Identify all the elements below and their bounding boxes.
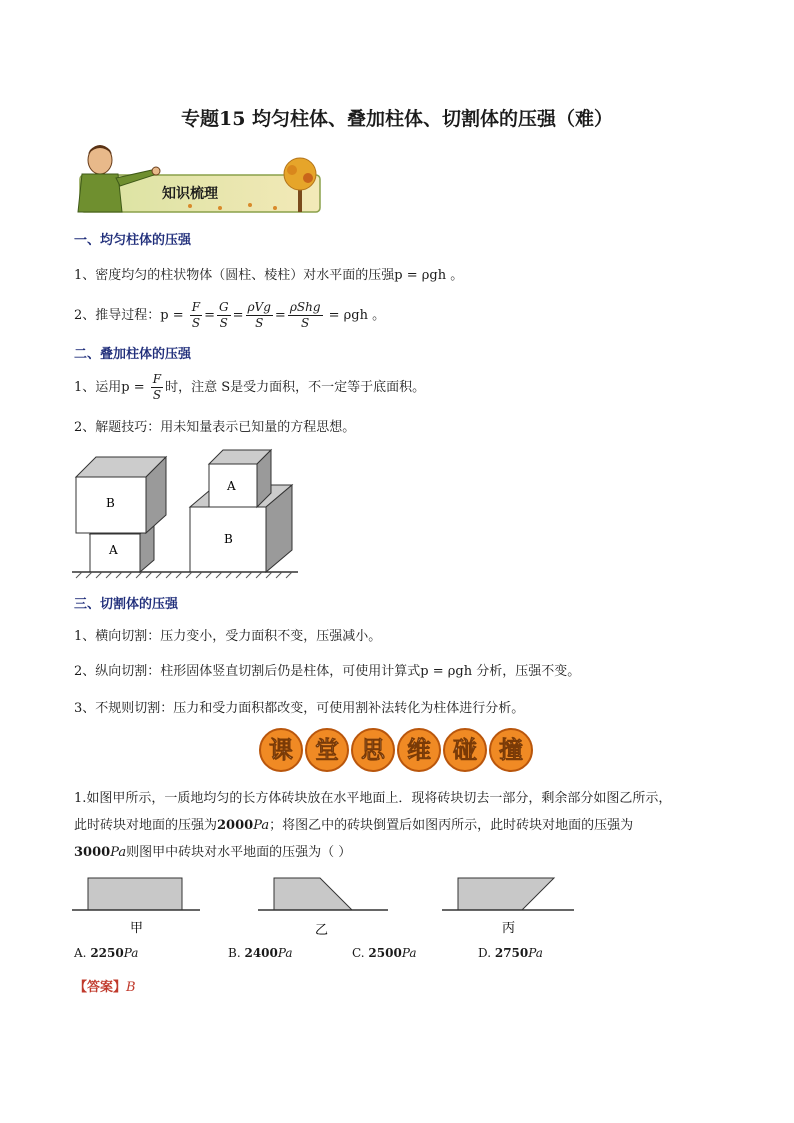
section3-item2: 2、纵向切割：柱形固体竖直切割后仍是柱体，可使用计算式p = ρgh 分析，压强不变。 bbox=[74, 664, 581, 679]
block-label-b: B bbox=[224, 532, 233, 546]
question1-text bbox=[74, 785, 734, 866]
equals-sign: = bbox=[232, 308, 244, 323]
section1-heading: 一、均匀柱体的压强 bbox=[74, 233, 192, 248]
figure-bing bbox=[442, 878, 574, 936]
equals-sign: = bbox=[274, 308, 286, 323]
option-d[interactable]: D. 2750Pa bbox=[478, 946, 543, 960]
banner-char: 课 bbox=[269, 735, 293, 764]
banner-label: 知识梳理 bbox=[162, 186, 218, 202]
formula-prefix: 1、运用p = bbox=[74, 380, 145, 395]
ground-hatch bbox=[76, 572, 292, 578]
fraction-rhovg-s: $\frac{\text{ρVg}}{S}$ bbox=[247, 300, 271, 330]
option-c[interactable]: C. 2500Pa bbox=[352, 946, 417, 960]
question1-line2: 此时砖块对地面的压强为2000Pa；将图乙中的砖块倒置后如图丙所示，此时砖块对地面的压强为 bbox=[74, 818, 634, 833]
section2-item1 bbox=[74, 372, 425, 403]
pressure-value-2000: 2000 bbox=[217, 818, 254, 833]
section2-heading: 二、叠加柱体的压强 bbox=[74, 347, 192, 362]
caption-yi: 乙 bbox=[315, 923, 329, 938]
equals-sign: = bbox=[204, 308, 215, 323]
answer-value: B bbox=[126, 980, 136, 995]
option-b[interactable]: B. 2400Pa bbox=[228, 946, 293, 960]
section3-item3: 3、不规则切割：压力和受力面积都改变，可使用割补法转化为柱体进行分析。 bbox=[74, 701, 525, 716]
answer-line bbox=[74, 976, 136, 995]
fraction-rhoshg-s: $\frac{\text{ρShg}}{S}$ bbox=[289, 300, 321, 330]
left-stack bbox=[76, 457, 166, 572]
brick-figures bbox=[70, 872, 590, 942]
fraction-f-s: $\frac{F}{S}$ bbox=[191, 300, 201, 330]
block-label-b: B bbox=[106, 496, 115, 510]
fraction-f-s: $\frac{F}{S}$ bbox=[152, 372, 162, 402]
block-label-a: A bbox=[109, 543, 118, 557]
banner-char: 思 bbox=[361, 735, 385, 764]
stacked-blocks-figure bbox=[70, 445, 302, 580]
section3-heading: 三、切割体的压强 bbox=[74, 597, 179, 612]
pressure-value-3000: 3000 bbox=[74, 845, 111, 860]
figure-jia bbox=[72, 878, 200, 936]
page-title: 专题15 均匀柱体、叠加柱体、切割体的压强（难） bbox=[180, 108, 614, 130]
answer-label: 【答案】 bbox=[74, 980, 127, 995]
option-a[interactable]: A. 2250Pa bbox=[74, 946, 139, 960]
banner-char: 堂 bbox=[315, 735, 339, 764]
knowledge-banner bbox=[70, 140, 340, 218]
banner-char: 碰 bbox=[453, 735, 477, 764]
fraction-g-s: $\frac{G}{S}$ bbox=[219, 300, 229, 330]
caption-bing: 丙 bbox=[502, 921, 516, 936]
right-stack bbox=[190, 450, 292, 572]
derivation-prefix: 2、推导过程：p = bbox=[74, 308, 184, 323]
banner-char: 撞 bbox=[499, 735, 523, 764]
section1-item1: 1、密度均匀的柱状物体（圆柱、棱柱）对水平面的压强p = ρgh 。 bbox=[74, 268, 464, 283]
block-label-a: A bbox=[227, 479, 236, 493]
question1-line1: 1.如图甲所示，一质地均匀的长方体砖块放在水平地面上．现将砖块切去一部分，剩余部分如图乙所示， bbox=[74, 791, 672, 806]
derivation-suffix: = ρgh 。 bbox=[328, 308, 386, 323]
figure-yi bbox=[258, 878, 388, 938]
formula-suffix: 时，注意 S是受力面积，不一定等于底面积。 bbox=[165, 380, 426, 395]
caption-jia: 甲 bbox=[130, 921, 144, 936]
section2-item2: 2、解题技巧：用未知量表示已知量的方程思想。 bbox=[74, 420, 356, 435]
banner-char: 维 bbox=[407, 735, 431, 764]
question1-line3: 3000Pa则图甲中砖块对水平地面的压强为（ ） bbox=[74, 845, 352, 860]
classroom-banner bbox=[258, 727, 534, 773]
section1-item2 bbox=[74, 300, 385, 331]
section3-item1: 1、横向切割：压力变小，受力面积不变，压强减小。 bbox=[74, 629, 382, 644]
